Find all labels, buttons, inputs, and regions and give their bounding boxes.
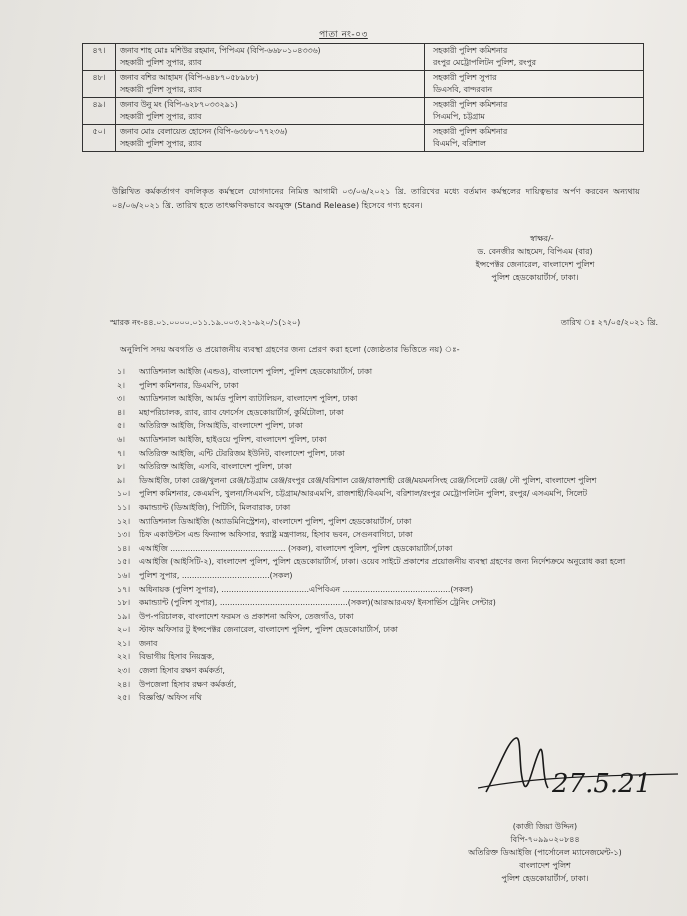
distribution-item xyxy=(117,678,657,692)
posting-unit: সিএমপি, চট্টগ্রাম xyxy=(433,112,485,121)
item-number: ২৪। xyxy=(117,679,131,689)
item-number: ১০। xyxy=(117,489,131,499)
officer-name: জনাব বশির আহামদ (বিপি-৬৪৮৭০৫৮৯৮৮) xyxy=(120,73,259,82)
item-text: অতিরিক্ত আইজি, সিআইডি, বাংলাদেশ পুলিশ, ঢাকা xyxy=(139,421,303,431)
item-text: অ্যাডিশনাল আইজি (এন্ডও), বাংলাদেশ পুলিশ, পুলিশ হেডকোয়ার্টার্স, ঢাকা xyxy=(139,367,372,376)
signatory-designation: অতিরিক্ত ডিআইজি (পার্সোনেল ম্যানেজমেন্ট-১) xyxy=(468,848,622,857)
name-cell xyxy=(116,125,425,152)
item-number: ৫। xyxy=(117,421,125,431)
officer-row xyxy=(83,98,644,125)
officer-row xyxy=(83,125,644,152)
distribution-item xyxy=(117,650,657,664)
item-number: ২১। xyxy=(117,638,131,648)
item-text: অ্যাডিশনাল আইজি, হাইওয়ে পুলিশ, বাংলাদেশ পুলিশ, ঢাকা xyxy=(139,434,327,444)
item-text: পুলিশ কমিশনার, কেএমপি, খুলনা/সিএমপি, চট্টগ্রাম/আরএমপি, রাজশাহী/বিএমপি, বরিশাল/রংপুর মেট্রোপলিটন পুলিশ, রংপুর/ এসএমপি, সিলেট xyxy=(139,489,588,499)
item-text: উপ-পরিচালক, বাংলাদেশ ফরমস ও প্রকাশনা অফিস, তেজগাঁও, ঢাকা xyxy=(139,611,354,621)
distribution-item xyxy=(117,542,657,556)
memo-line xyxy=(110,317,658,330)
item-number: ২০। xyxy=(117,625,131,635)
distribution-item xyxy=(117,487,657,501)
memo-date: তারিখ ঃ ২৭/০৫/২০২১ খ্রি. xyxy=(560,318,658,327)
item-text: জেলা হিসাব রক্ষণ কর্মকর্তা, xyxy=(139,666,225,676)
signatory-designation: ইন্সপেক্টর জেনারেল, বাংলাদেশ পুলিশ xyxy=(475,260,595,269)
copy-intro: অনুলিপি সদয় অবগতি ও প্রয়োজনীয় ব্যবস্থা গ্রহণের জন্য প্রেরণ করা হলো (জ্যেষ্ঠতার ভিত্তিতে নয়) ঃ- xyxy=(120,344,460,354)
posting-title: সহকারী পুলিশ কমিশনার xyxy=(433,100,508,109)
item-text: উপজেলা হিসাব রক্ষণ কর্মকর্তা, xyxy=(139,679,237,689)
posting-unit: রংপুর মেট্রোপলিটন পুলিশ, রংপুর xyxy=(433,58,536,67)
officer-rank: সহকারী পুলিশ সুপার, র‌্যাব xyxy=(120,112,202,121)
signatory-org: বাংলাদেশ পুলিশ xyxy=(519,861,571,870)
distribution-item xyxy=(117,447,657,461)
item-text: এআইজি (আইসিটি-২), বাংলাদেশ পুলিশ, পুলিশ হেডকোয়ার্টার্স, ঢাকা। ওয়েব সাইটে প্রকাশের প্রয়োজনীয় ব্যবস্থা গ্রহণের জন্য নির্দেশক্রমে অনুরোধ করা হলো xyxy=(139,557,626,567)
signatory-office: পুলিশ হেডকোয়ার্টার্স, ঢাকা। xyxy=(491,273,579,282)
signatory-office: পুলিশ হেডকোয়ার্টার্স, ঢাকা। xyxy=(501,874,589,883)
distribution-item xyxy=(117,555,657,569)
handwritten-signature xyxy=(478,730,678,810)
distribution-item xyxy=(117,406,657,420)
officer-row xyxy=(83,71,644,98)
distribution-item xyxy=(117,433,657,447)
item-text: বিজ্ঞপ্তি/ অফিস নথি xyxy=(139,693,202,703)
item-text: চিফ একাউন্টস এন্ড ফিন্যান্স অফিসার, স্বরাষ্ট্র মন্ত্রণালয়, হিসাব ভবন, সেগুনবাগিচা, ঢাকা xyxy=(139,530,413,540)
item-text: পুলিশ কমিশনার, ডিএমপি, ঢাকা xyxy=(139,380,239,390)
item-number: ৭। xyxy=(117,448,125,458)
distribution-item xyxy=(117,569,657,583)
serial-cell: ৫০। xyxy=(83,125,116,152)
item-text: অ্যাডিশনাল আইজি, আর্মড পুলিশ ব্যাটালিয়ন, বাংলাদেশ পুলিশ, ঢাকা xyxy=(139,394,358,404)
officer-name: জনাব উনু মং (বিপি-৬২৮৭০৩৩২৯১) xyxy=(120,100,238,109)
item-number: ৩। xyxy=(117,394,125,404)
signatory-block-ig xyxy=(420,232,650,284)
item-number: ১১। xyxy=(117,502,131,512)
distribution-item xyxy=(117,460,657,474)
posting-cell xyxy=(425,125,644,152)
signatory-name: (কাজী জিয়া উদ্দিন) xyxy=(512,822,578,831)
name-cell xyxy=(116,71,425,98)
item-number: ৪। xyxy=(117,407,125,417)
order-paragraph: উল্লিখিত কর্মকর্তাগণ বদলিকৃত কর্মস্থলে যোগদানের নিমিত্ত আগামী ০৩/০৬/২০২১ খ্রি. তারিখের মধ্যে বর্তমান কর্মস্থলের দায়িত্বভার অর্পণ করবেন অন্যথায় ০৪/০৬/২০২১ খ্রি. তারিখ হতে তাৎক্ষণিকভাবে অবমুক্ত (Stand Release) হিসেবে গণ্য হবেন। xyxy=(112,186,640,210)
item-text: মহাপরিচালক, র‌্যাব, র‌্যাব ফোর্সেস হেডকোয়ার্টার্স, কুর্মিটোলা, ঢাকা xyxy=(139,407,344,417)
signatory-bp: বিপি-৭০৯৯০২০৮৪৪ xyxy=(510,835,580,844)
posting-title: সহকারী পুলিশ কমিশনার xyxy=(433,127,508,136)
item-number: ৯। xyxy=(117,475,125,485)
distribution-item xyxy=(117,474,657,488)
item-number: ১৪। xyxy=(117,543,131,553)
item-text: অ্যাডিশনাল ডিআইজি (অ্যাডমিনিস্ট্রেশন), বাংলাদেশ পুলিশ, পুলিশ হেডকোয়ার্টার্স, ঢাকা xyxy=(139,516,412,526)
item-text: ডিআইজি, ঢাকা রেঞ্জ/খুলনা রেঞ্জ/চট্টগ্রাম রেঞ্জ/রংপুর রেঞ্জ/বরিশাল রেঞ্জ/রাজশাহী রেঞ্জ/ময়মনসিংহ রেঞ্জ/সিলেট রেঞ্জ/ নৌ পুলিশ, বাংলাদেশ পুলিশ xyxy=(139,475,597,485)
officer-rank: সহকারী পুলিশ সুপার, র‌্যাব xyxy=(120,58,202,67)
item-number: ৬। xyxy=(117,434,125,444)
item-text: অধিনায়ক (পুলিশ সুপার), ...................................এপিবিএন ...........................................(সকল) xyxy=(139,584,474,594)
name-cell xyxy=(116,44,425,71)
distribution-item xyxy=(117,623,657,637)
distribution-item xyxy=(117,365,657,379)
distribution-item xyxy=(117,637,657,651)
officer-name: জনাব শাহ মোঃ মশিউর রহমান, পিপিএম (বিপি-৬৬৮০১০৪৩৩৬) xyxy=(120,46,321,55)
item-text: কমান্ড্যান্ট (পুলিশ সুপার), ...................................................(সকল)(আরআরএফ/ ইনসার্ভিস ট্রেনিং সেন্টার) xyxy=(139,598,496,608)
item-text: এআইজি .............................................. (সকল), বাংলাদেশ পুলিশ, পুলিশ হেডকোয়ার্টার্স,ঢাকা xyxy=(139,543,453,553)
posting-cell xyxy=(425,71,644,98)
serial-cell: ৪৭। xyxy=(83,44,116,71)
distribution-item xyxy=(117,419,657,433)
distribution-item xyxy=(117,501,657,515)
signature-date: 27.5.21 xyxy=(552,769,652,799)
posting-title: সহকারী পুলিশ কমিশনার xyxy=(433,46,508,55)
item-number: ১৩। xyxy=(117,530,131,540)
distribution-item xyxy=(117,515,657,529)
item-number: ১৫। xyxy=(117,557,131,567)
memo-number: স্মারক নং-৪৪.০১.০০০০.০১১.১৯.০০৩.২১-৯২০/১(১২০) xyxy=(110,318,301,327)
distribution-item xyxy=(117,583,657,597)
posting-title: সহকারী পুলিশ সুপার xyxy=(433,73,497,82)
distribution-item xyxy=(117,664,657,678)
item-number: ৮। xyxy=(117,462,125,472)
serial-cell: ৪৯। xyxy=(83,98,116,125)
item-text: অতিরিক্ত আইজি, এন্টি টেররিজম ইউনিট, বাংলাদেশ পুলিশ, ঢাকা xyxy=(139,448,345,458)
distribution-item xyxy=(117,379,657,393)
item-text: পুলিশ সুপার, ...................................(সকল) xyxy=(139,570,293,580)
item-number: ১৮। xyxy=(117,598,131,608)
item-text: অতিরিক্ত আইজি, এসবি, বাংলাদেশ পুলিশ, ঢাকা xyxy=(139,462,292,472)
signatory-name: ড. বেনজীর আহমেদ, বিপিএম (বার) xyxy=(477,247,593,256)
posting-cell xyxy=(425,98,644,125)
officer-rank: সহকারী পুলিশ সুপার, র‌্যাব xyxy=(120,139,202,148)
distribution-item xyxy=(117,691,657,705)
distribution-item xyxy=(117,392,657,406)
item-number: ২। xyxy=(117,380,125,390)
item-number: ১৯। xyxy=(117,611,131,621)
item-number: ১। xyxy=(117,367,125,376)
item-number: ২২। xyxy=(117,652,131,662)
item-number: ২৩। xyxy=(117,666,131,676)
distribution-list xyxy=(117,365,657,705)
transfer-table xyxy=(82,43,644,152)
page-number: পাতা নং-০৩ xyxy=(319,30,368,40)
officer-name: জনাব মোঃ বেলায়েত হোসেন (বিপি-৬৩৮৮০৭৭২৩৬) xyxy=(120,127,288,136)
officer-rank: সহকারী পুলিশ সুপার, র‌্যাব xyxy=(120,85,202,94)
serial-cell: ৪৮। xyxy=(83,71,116,98)
posting-unit: ডিএসবি, বান্দরবান xyxy=(433,85,492,94)
item-number: ২৫। xyxy=(117,693,131,703)
distribution-item xyxy=(117,596,657,610)
posting-unit: বিএমপি, বরিশাল xyxy=(433,139,486,148)
item-text: বিভাগীয় হিসাব নিয়ন্ত্রক, xyxy=(139,652,215,662)
item-text: স্টাফ অফিসার টু ইন্সপেক্টর জেনারেল, বাংলাদেশ পুলিশ, পুলিশ হেডকোয়ার্টার্স, ঢাকা xyxy=(139,625,398,635)
item-number: ১২। xyxy=(117,516,131,526)
item-number: ১৬। xyxy=(117,570,131,580)
distribution-item xyxy=(117,528,657,542)
item-text: কমান্ড্যান্ট (ডিআইজি), পিটিসি, মিলবারাক, ঢাকা xyxy=(139,502,291,512)
distribution-item xyxy=(117,610,657,624)
item-text: জনাব xyxy=(139,638,158,648)
posting-cell xyxy=(425,44,644,71)
officer-row xyxy=(83,44,644,71)
name-cell xyxy=(116,98,425,125)
item-number: ১৭। xyxy=(117,584,131,594)
signatory-block-dig xyxy=(430,820,660,885)
signed-mark: স্বাক্ষর/- xyxy=(530,234,554,243)
